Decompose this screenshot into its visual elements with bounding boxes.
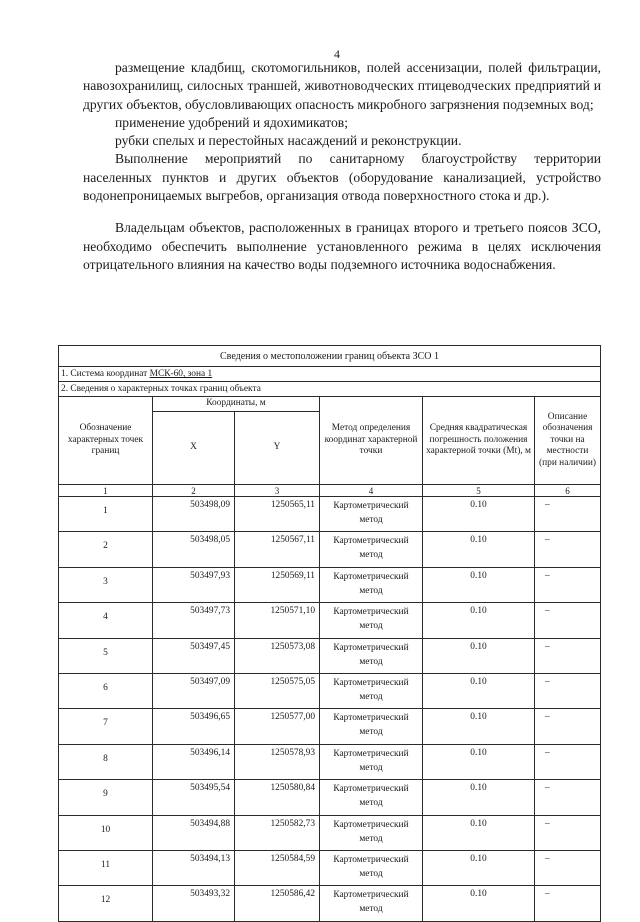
cell-error: 0.10 [423, 815, 535, 850]
cell-point-id: 3 [59, 567, 153, 602]
paragraph: размещение кладбищ, скотомогильников, полей ассенизации, полей фильтрации, навозохранилищ, силосных траншей, животноводческих птицеводческих предприятий и других объектов, обусловливающих опасность микробного загрязнения подземных вод; [83, 60, 601, 112]
cell-error: 0.10 [423, 603, 535, 638]
header-x: X [153, 412, 235, 485]
column-number: 2 [153, 485, 235, 497]
cell-point-id: 9 [59, 780, 153, 815]
cell-error: 0.10 [423, 744, 535, 779]
cell-coordinate-y: 1250571,10 [235, 603, 320, 638]
cell-point-id: 12 [59, 886, 153, 921]
header-y: Y [235, 412, 320, 485]
table-title: Сведения о местоположении границ объекта ЗСО 1 [59, 346, 601, 367]
cell-point-id: 6 [59, 673, 153, 708]
paragraph: применение удобрений и ядохимикатов; [115, 114, 348, 130]
cell-coordinate-x: 503493,32 [153, 886, 235, 921]
coordinate-system-row [59, 367, 601, 382]
column-number: 3 [235, 485, 320, 497]
cell-point-id: 1 [59, 497, 153, 532]
cell-coordinate-y: 1250580,84 [235, 780, 320, 815]
cell-point-id: 10 [59, 815, 153, 850]
column-number: 6 [535, 485, 601, 497]
table-row [59, 815, 601, 850]
cell-coordinate-x: 503495,54 [153, 780, 235, 815]
points-info-row: 2. Сведения о характерных точках границ объекта [59, 382, 601, 397]
cell-coordinate-y: 1250584,59 [235, 850, 320, 885]
cell-description: – [535, 673, 601, 708]
cell-method: Картометрический метод [320, 709, 423, 744]
table-row [59, 744, 601, 779]
cell-coordinate-x: 503496,14 [153, 744, 235, 779]
cell-coordinate-y: 1250582,73 [235, 815, 320, 850]
cell-description: – [535, 567, 601, 602]
cell-method: Картометрический метод [320, 567, 423, 602]
cell-coordinate-y: 1250565,11 [235, 497, 320, 532]
cell-coordinate-y: 1250578,93 [235, 744, 320, 779]
column-number: 4 [320, 485, 423, 497]
cell-description: – [535, 497, 601, 532]
cell-coordinate-x: 503497,93 [153, 567, 235, 602]
header-description: Описание обозначения точки на местности (при наличии) [535, 397, 601, 485]
table-row [59, 603, 601, 638]
cell-coordinate-x: 503497,73 [153, 603, 235, 638]
header-coordinates: Координаты, м [153, 397, 320, 412]
cell-coordinate-y: 1250575,05 [235, 673, 320, 708]
header-method: Метод определения координат характерной точки [320, 397, 423, 485]
cell-error: 0.10 [423, 673, 535, 708]
cell-method: Картометрический метод [320, 603, 423, 638]
paragraph: Выполнение мероприятий по санитарному благоустройству территории населенных пунктов и других объектов (оборудование канализацией, устройство водонепроницаемых выгребов, организация отвода поверхностного стока и др.). [83, 151, 601, 204]
cell-coordinate-x: 503494,13 [153, 850, 235, 885]
cell-coordinate-y: 1250577,00 [235, 709, 320, 744]
cell-method: Картометрический метод [320, 815, 423, 850]
cell-coordinate-x: 503496,65 [153, 709, 235, 744]
table-row [59, 638, 601, 673]
cell-error: 0.10 [423, 780, 535, 815]
cell-coordinate-x: 503498,09 [153, 497, 235, 532]
cell-description: – [535, 603, 601, 638]
cell-coordinate-x: 503494,88 [153, 815, 235, 850]
cell-error: 0.10 [423, 567, 535, 602]
document-body [83, 59, 601, 274]
cell-coordinate-x: 503497,45 [153, 638, 235, 673]
cell-method: Картометрический метод [320, 780, 423, 815]
cell-method: Картометрический метод [320, 850, 423, 885]
cell-error: 0.10 [423, 532, 535, 567]
cell-method: Картометрический метод [320, 497, 423, 532]
table-row [59, 567, 601, 602]
cell-description: – [535, 815, 601, 850]
cell-error: 0.10 [423, 638, 535, 673]
cell-point-id: 5 [59, 638, 153, 673]
cell-method: Картометрический метод [320, 886, 423, 921]
table-row [59, 780, 601, 815]
table-row [59, 673, 601, 708]
cell-point-id: 4 [59, 603, 153, 638]
column-number: 1 [59, 485, 153, 497]
cell-description: – [535, 780, 601, 815]
cell-error: 0.10 [423, 709, 535, 744]
cell-description: – [535, 638, 601, 673]
cell-error: 0.10 [423, 497, 535, 532]
table-row [59, 497, 601, 532]
header-point: Обозначение характерных точек границ [59, 397, 153, 485]
cell-coordinate-y: 1250573,08 [235, 638, 320, 673]
column-number: 5 [423, 485, 535, 497]
cell-point-id: 2 [59, 532, 153, 567]
header-error: Средняя квадратическая погрешность положения характерной точки (Mt), м [423, 397, 535, 485]
coordinate-system-label: 1. Система координат [61, 369, 150, 379]
cell-coordinate-y: 1250586,42 [235, 886, 320, 921]
coordinate-system-value: МСК-60, зона 1 [149, 369, 213, 379]
cell-method: Картометрический метод [320, 673, 423, 708]
cell-point-id: 7 [59, 709, 153, 744]
cell-error: 0.10 [423, 850, 535, 885]
cell-description: – [535, 850, 601, 885]
page-number: 4 [334, 47, 340, 61]
table-row [59, 709, 601, 744]
paragraph: Владельцам объектов, расположенных в границах второго и третьего поясов ЗСО, необходимо обеспечить выполнение установленного режима в целях исключения отрицательного влияния на качество воды подземного источника водоснабжения. [83, 220, 601, 272]
cell-description: – [535, 886, 601, 921]
cell-description: – [535, 744, 601, 779]
cell-coordinate-y: 1250567,11 [235, 532, 320, 567]
cell-coordinate-x: 503498,05 [153, 532, 235, 567]
paragraph: рубки спелых и перестойных насаждений и реконструкции. [115, 133, 462, 149]
cell-error: 0.10 [423, 886, 535, 921]
table-row [59, 850, 601, 885]
cell-coordinate-y: 1250569,11 [235, 567, 320, 602]
cell-description: – [535, 709, 601, 744]
cell-description: – [535, 532, 601, 567]
cell-coordinate-x: 503497,09 [153, 673, 235, 708]
cell-method: Картометрический метод [320, 638, 423, 673]
cell-point-id: 8 [59, 744, 153, 779]
cell-method: Картометрический метод [320, 744, 423, 779]
cell-point-id: 11 [59, 850, 153, 885]
table-row [59, 886, 601, 921]
table-row [59, 532, 601, 567]
cell-method: Картометрический метод [320, 532, 423, 567]
zso-boundary-table [58, 345, 601, 922]
